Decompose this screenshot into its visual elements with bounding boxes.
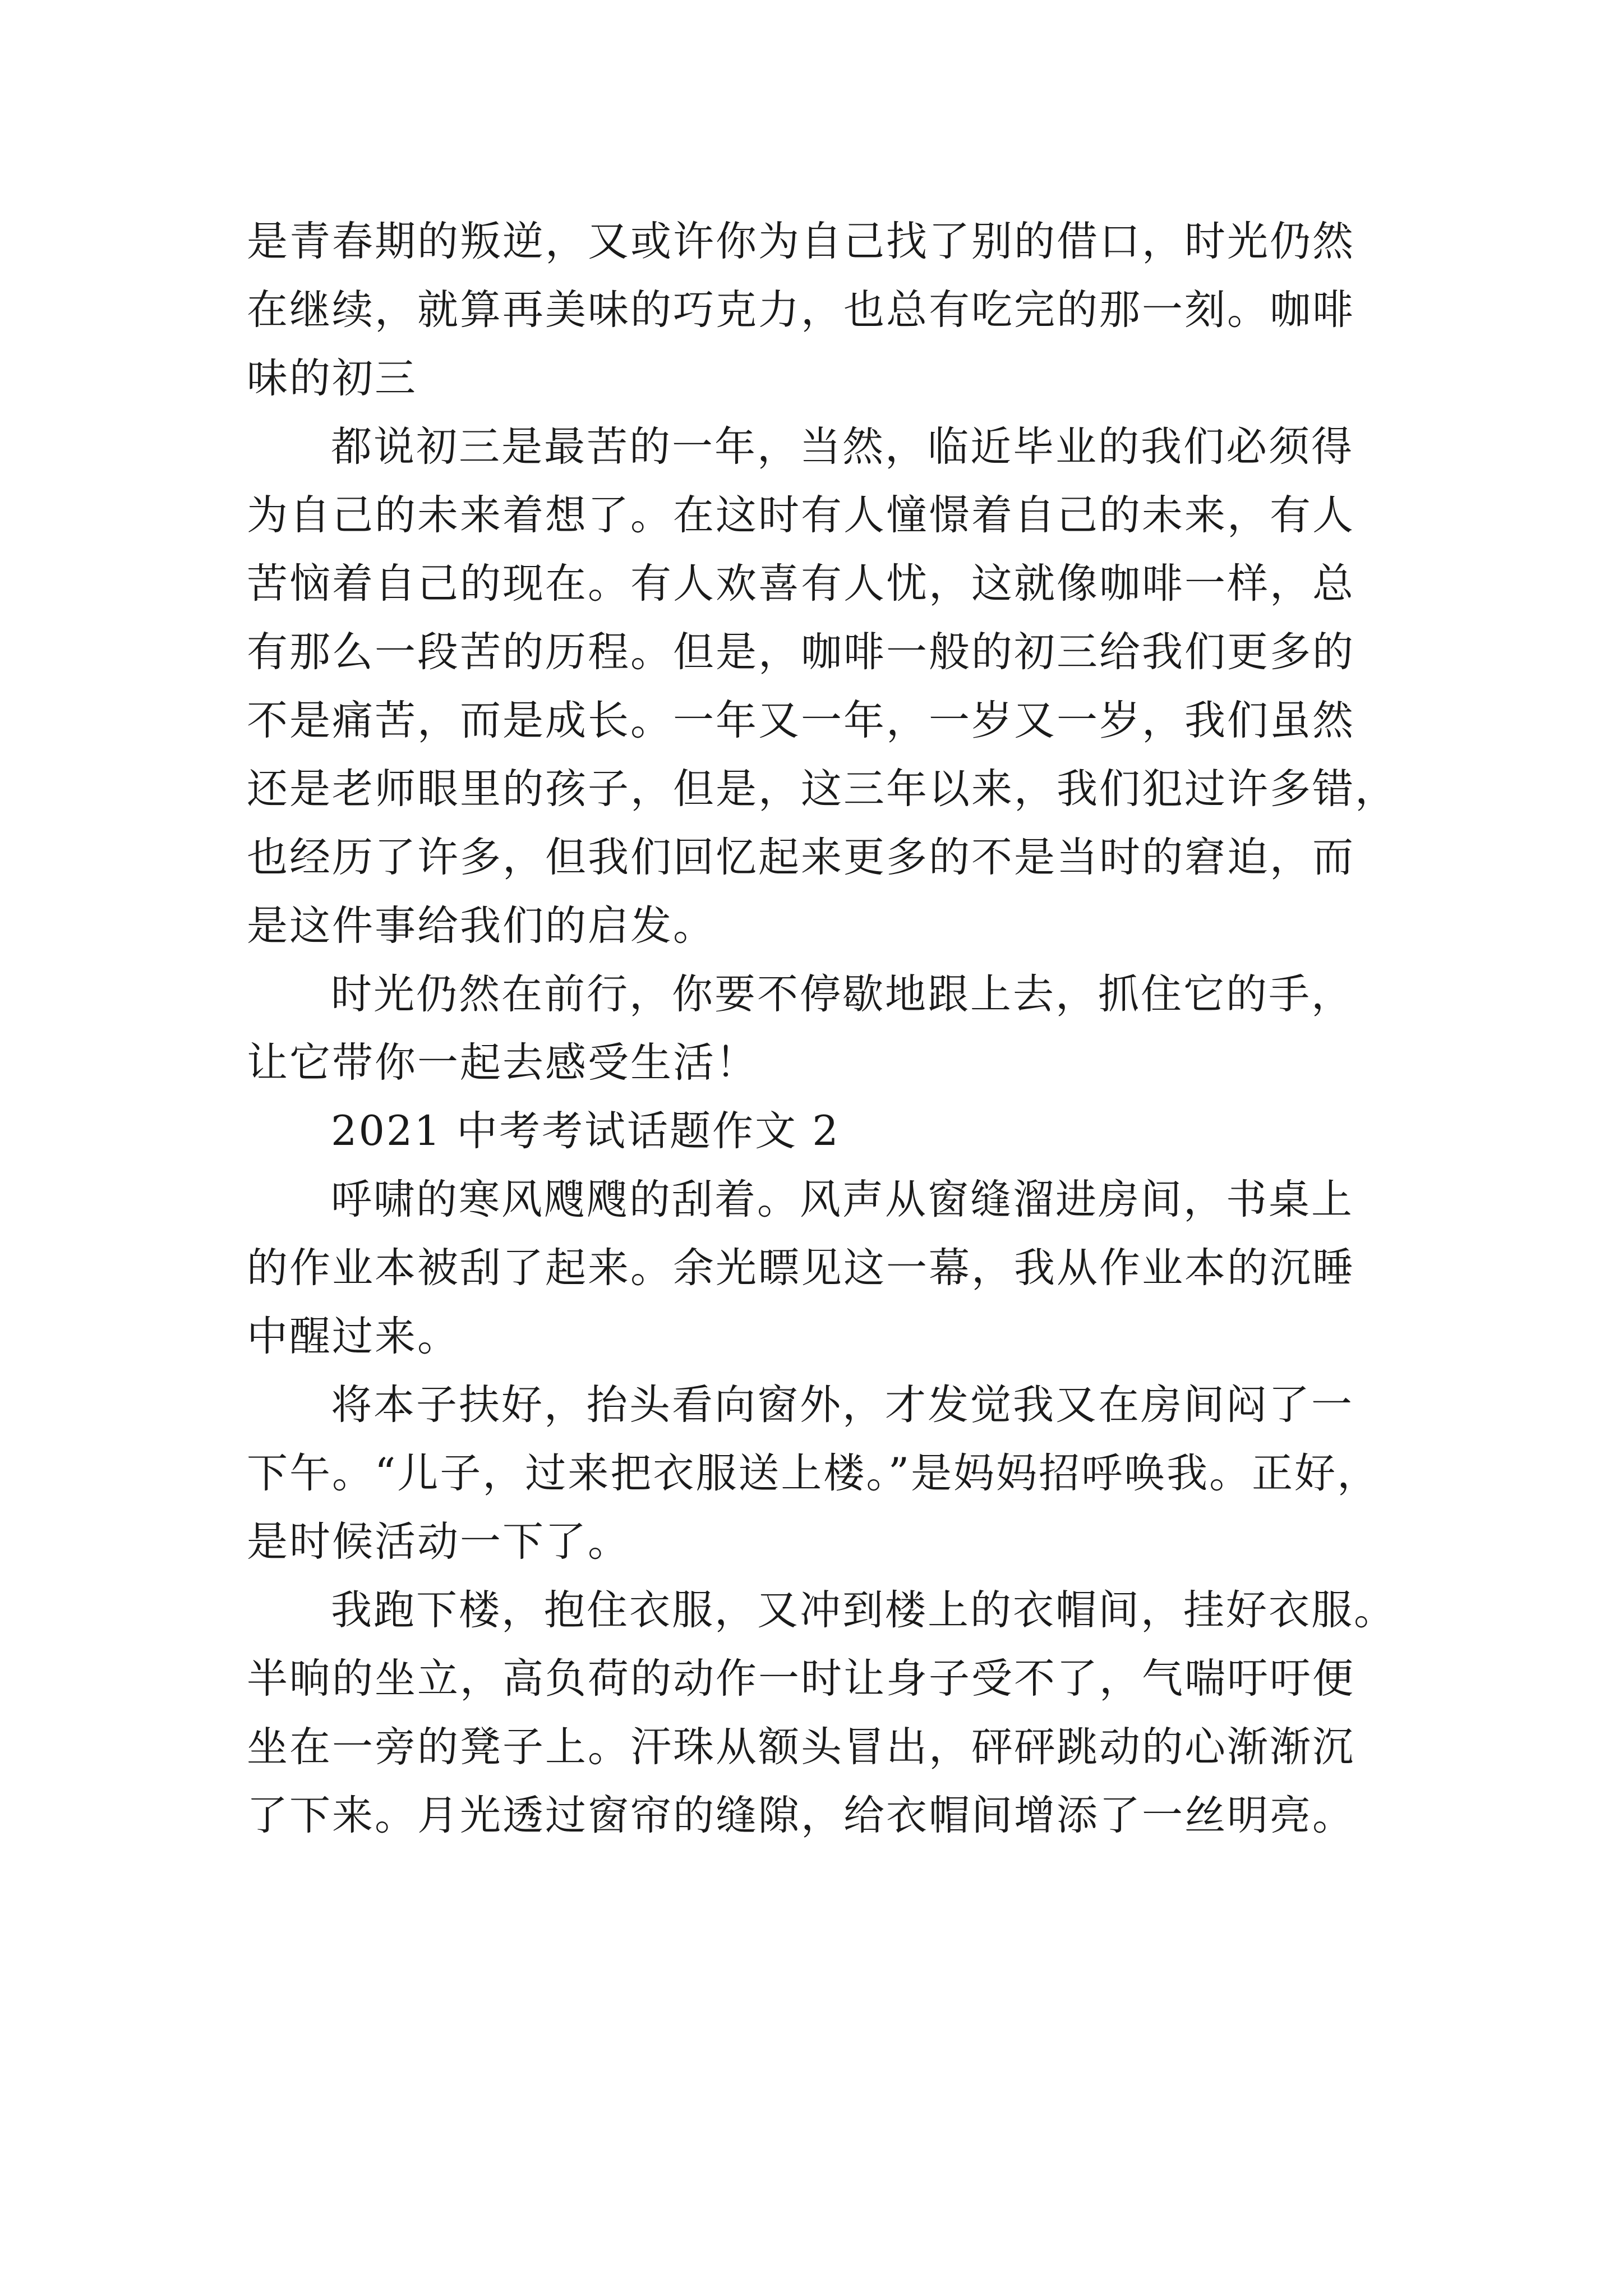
text-line: 是这件事给我们的启发。 <box>247 902 716 950</box>
section-heading: 2021 中考考试话题作文 2 <box>331 1107 840 1155</box>
paragraph-start-line: 将本子扶好，抬头看向窗外，才发觉我又在房间闷了一 <box>331 1381 1354 1429</box>
text-line: 为自己的未来着想了。在这时有人憧憬着自己的未来，有人 <box>247 491 1355 539</box>
paragraph-start-line: 时光仍然在前行，你要不停歇地跟上去，抓住它的手， <box>331 970 1354 1018</box>
text-line: 坐在一旁的凳子上。汗珠从额头冒出，砰砰跳动的心渐渐沉 <box>247 1723 1355 1771</box>
text-line: 还是老师眼里的孩子，但是，这三年以来，我们犯过许多错， <box>247 765 1398 813</box>
text-line: 了下来。月光透过窗帘的缝隙，给衣帽间增添了一丝明亮。 <box>247 1792 1355 1839</box>
paragraph-start-line: 我跑下楼，抱住衣服，又冲到楼上的衣帽间，挂好衣服。 <box>331 1586 1396 1634</box>
paragraph-start-line: 都说初三是最苦的一年，当然，临近毕业的我们必须得 <box>331 423 1354 471</box>
text-line: 是时候活动一下了。 <box>247 1518 630 1566</box>
text-line: 是青春期的叛逆，又或许你为自己找了别的借口，时光仍然 <box>247 218 1355 265</box>
text-line: 不是痛苦，而是成长。一年又一年，一岁又一岁，我们虽然 <box>247 697 1355 744</box>
text-line: 也经历了许多，但我们回忆起来更多的不是当时的窘迫，而 <box>247 834 1355 881</box>
document-body <box>247 208 1408 1850</box>
paragraph-start-line: 呼啸的寒风飕飕的刮着。风声从窗缝溜进房间，书桌上 <box>331 1176 1354 1223</box>
text-line: 中醒过来。 <box>247 1313 460 1360</box>
text-line: 的作业本被刮了起来。余光瞟见这一幕，我从作业本的沉睡 <box>247 1244 1355 1292</box>
text-line: 下午。“儿子，过来把衣服送上楼。”是妈妈招呼唤我。正好， <box>247 1450 1380 1497</box>
text-line: 味的初三 <box>247 355 417 402</box>
text-line: 在继续，就算再美味的巧克力，也总有吃完的那一刻。咖啡 <box>247 286 1355 334</box>
text-line: 有那么一段苦的历程。但是，咖啡一般的初三给我们更多的 <box>247 628 1355 676</box>
text-line: 苦恼着自己的现在。有人欢喜有人忧，这就像咖啡一样，总 <box>247 560 1355 608</box>
text-line: 半晌的坐立，高负荷的动作一时让身子受不了，气喘吁吁便 <box>247 1655 1355 1703</box>
text-line: 让它带你一起去感受生活！ <box>247 1039 758 1087</box>
